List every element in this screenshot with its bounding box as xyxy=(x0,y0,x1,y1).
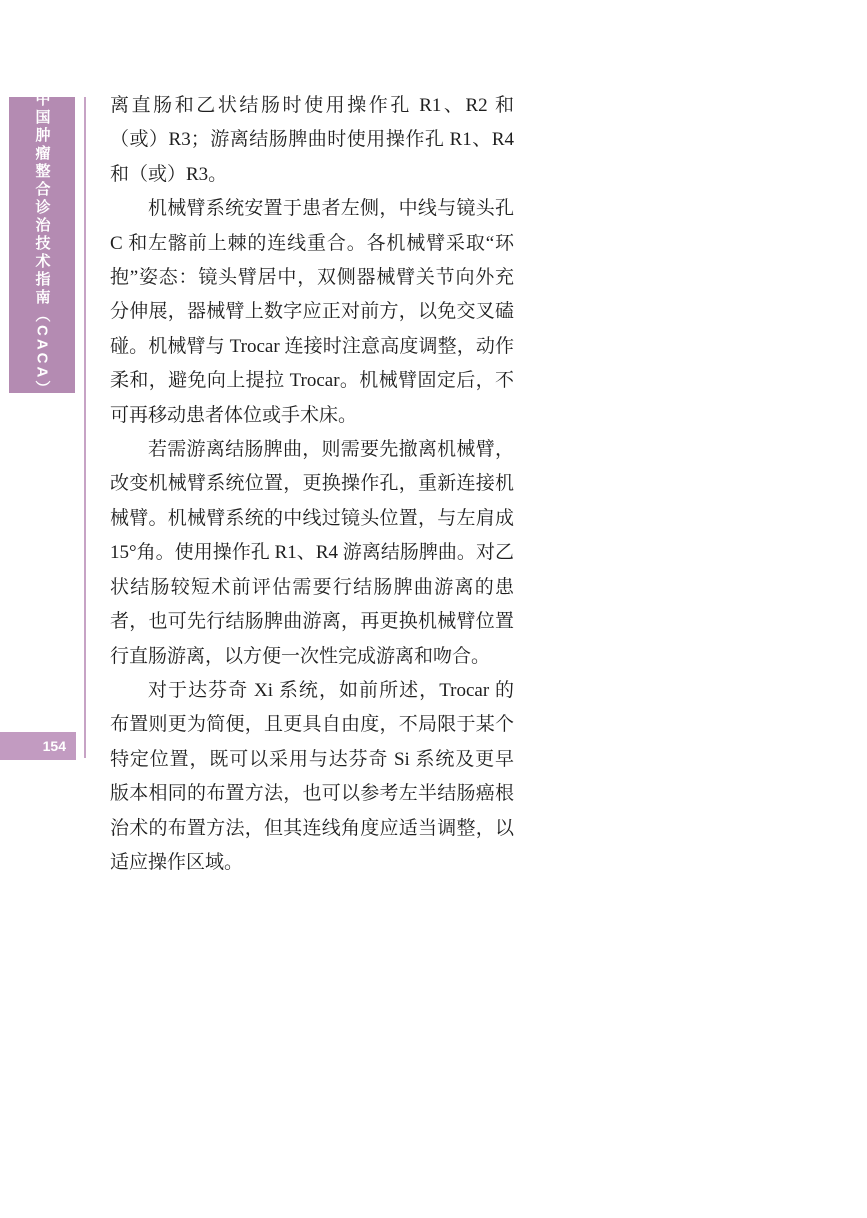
body-paragraph-xi-system: 对于达芬奇 Xi 系统，如前所述，Trocar 的布置则更为简便，且更具自由度，不局限于某个特定位置，既可以采用与达芬奇 Si 系统及更早版本相同的布置方法，也可以参考左半结肠癌根治术的布置方法，但其连线角度应适当调整，以适应操作区域。 xyxy=(110,679,514,873)
body-paragraph-splenic-flexure: 若需游离结肠脾曲，则需要先撤离机械臂，改变机械臂系统位置，更换操作孔，重新连接机械臂。机械臂系统的中线过镜头位置，与左肩成 15°角。使用操作孔 R1、R4 游离结肠脾曲。对乙状结肠较短术前评估需要行结肠脾曲游离的患者，也可先行结肠脾曲游离，再更换机械臂位置行直肠游离，以方便一次性完成游离和吻合。 xyxy=(110,439,514,667)
body-paragraph-continuation: 离直肠和乙状结肠时使用操作孔 R1、R2 和（或）R3；游离结肠脾曲时使用操作孔 R1、R4 和（或）R3。 xyxy=(110,95,514,185)
page-number: 154 xyxy=(42,738,66,754)
body-text-column xyxy=(110,89,514,880)
page-number-badge xyxy=(0,732,76,760)
series-title: 中国肿瘤整合诊治技术指南（CACA） xyxy=(33,91,51,399)
body-paragraph-arm-setup: 机械臂系统安置于患者左侧，中线与镜头孔 C 和左髂前上棘的连线重合。各机械臂采取“环抱”姿态：镜头臂居中，双侧器械臂关节向外充分伸展，器械臂上数字应正对前方，以免交叉磕碰。机械臂与 Trocar 连接时注意高度调整，动作柔和，避免向上提拉 Trocar。机械臂固定后，不可再移动患者体位或手术床。 xyxy=(110,198,514,426)
series-banner xyxy=(9,91,75,399)
vertical-divider xyxy=(84,97,86,758)
